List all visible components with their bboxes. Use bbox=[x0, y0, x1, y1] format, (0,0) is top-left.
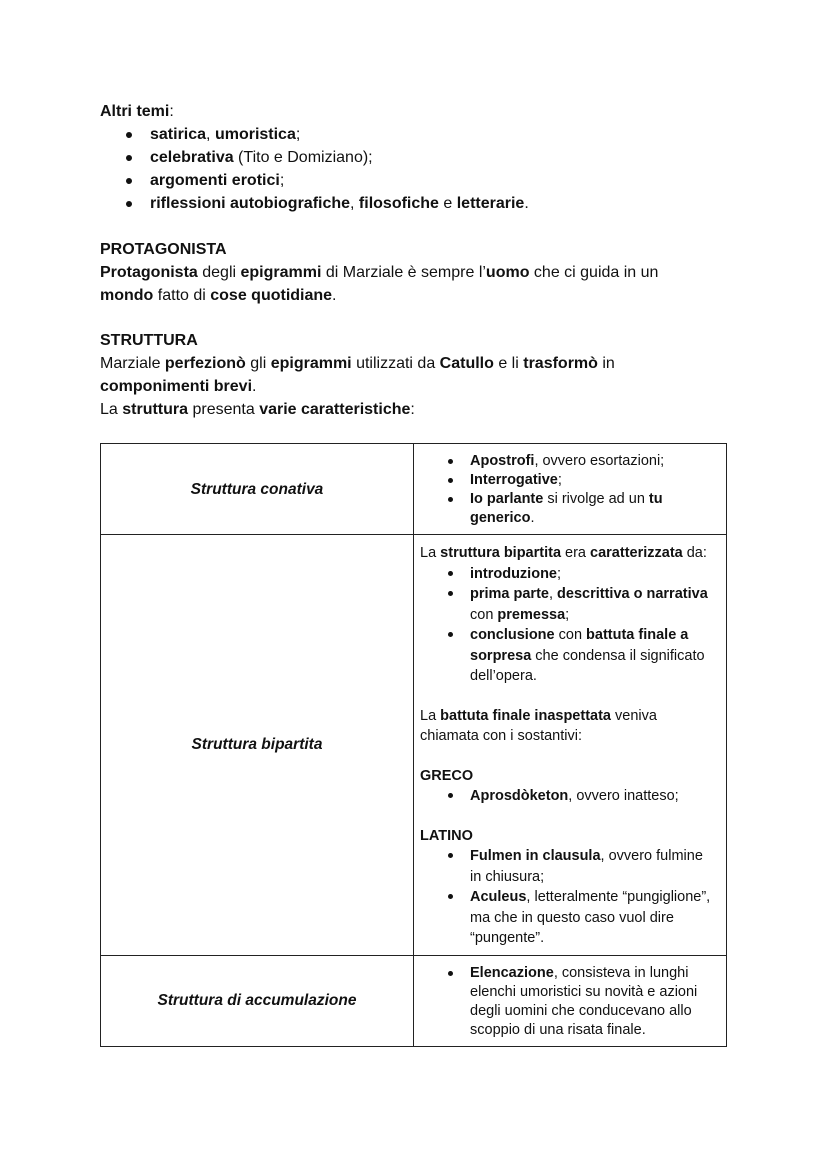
row-content-bipartita bbox=[414, 535, 727, 956]
struttura-line-2: componimenti brevi. bbox=[100, 378, 257, 395]
list-item: conclusione con battuta finale a sorpresa che condensa il significato dell’opera. bbox=[420, 625, 718, 687]
table-row bbox=[101, 535, 727, 956]
list-item: Fulmen in clausula, ovvero fulmine in chiusura; bbox=[420, 846, 718, 887]
list-item: Interrogative; bbox=[420, 471, 718, 490]
altri-temi-list bbox=[100, 123, 529, 215]
list-item: Io parlante si rivolge ad un tu generico. bbox=[420, 490, 718, 528]
greco-heading: GRECO bbox=[420, 767, 474, 784]
table-row bbox=[101, 955, 727, 1046]
list-item: Apostrofi, ovvero esortazioni; bbox=[420, 452, 718, 471]
struttura-heading: STRUTTURA bbox=[100, 332, 198, 349]
list-item: satirica, umoristica; bbox=[100, 123, 529, 146]
row-label-bipartita: Struttura bipartita bbox=[101, 535, 414, 956]
row-label-accumulazione: Struttura di accumulazione bbox=[101, 955, 414, 1046]
list-item: celebrativa (Tito e Domiziano); bbox=[100, 146, 529, 169]
row-label-conativa: Struttura conativa bbox=[101, 444, 414, 535]
latino-heading: LATINO bbox=[420, 827, 473, 844]
row-content-accumulazione bbox=[414, 955, 727, 1046]
list-item: Elencazione, consisteva in lunghi elenchi umoristici su novità e azioni degli uomini che conducevano allo scoppio di una risata finale. bbox=[420, 964, 718, 1040]
struttura-line-3: La struttura presenta varie caratteristiche: bbox=[100, 401, 415, 418]
list-item: riflessioni autobiografiche, filosofiche e letterarie. bbox=[100, 192, 529, 215]
table-row bbox=[101, 444, 727, 535]
list-item: Aprosdòketon, ovvero inatteso; bbox=[420, 786, 718, 807]
list-item: argomenti erotici; bbox=[100, 169, 529, 192]
list-item: Aculeus, letteralmente “pungiglione”, ma che in questo caso vuol dire “pungente”. bbox=[420, 887, 718, 949]
protagonista-line-2: mondo fatto di cose quotidiane. bbox=[100, 287, 337, 304]
bipartita-para-2: La battuta finale inaspettata veniva chiamata con i sostantivi: bbox=[420, 707, 657, 744]
list-item: introduzione; bbox=[420, 564, 718, 585]
row-content-conativa bbox=[414, 444, 727, 535]
bipartita-intro: La struttura bipartita era caratterizzata da: bbox=[420, 545, 707, 561]
list-item: prima parte, descrittiva o narrativa con premessa; bbox=[420, 584, 718, 625]
protagonista-heading: PROTAGONISTA bbox=[100, 241, 227, 258]
struttura-table bbox=[100, 443, 727, 1047]
struttura-line-1: Marziale perfezionò gli epigrammi utilizzati da Catullo e li trasformò in bbox=[100, 355, 615, 372]
protagonista-line-1: Protagonista degli epigrammi di Marziale è sempre l’uomo che ci guida in un bbox=[100, 264, 659, 281]
altri-temi-heading: Altri temi: bbox=[100, 103, 174, 120]
